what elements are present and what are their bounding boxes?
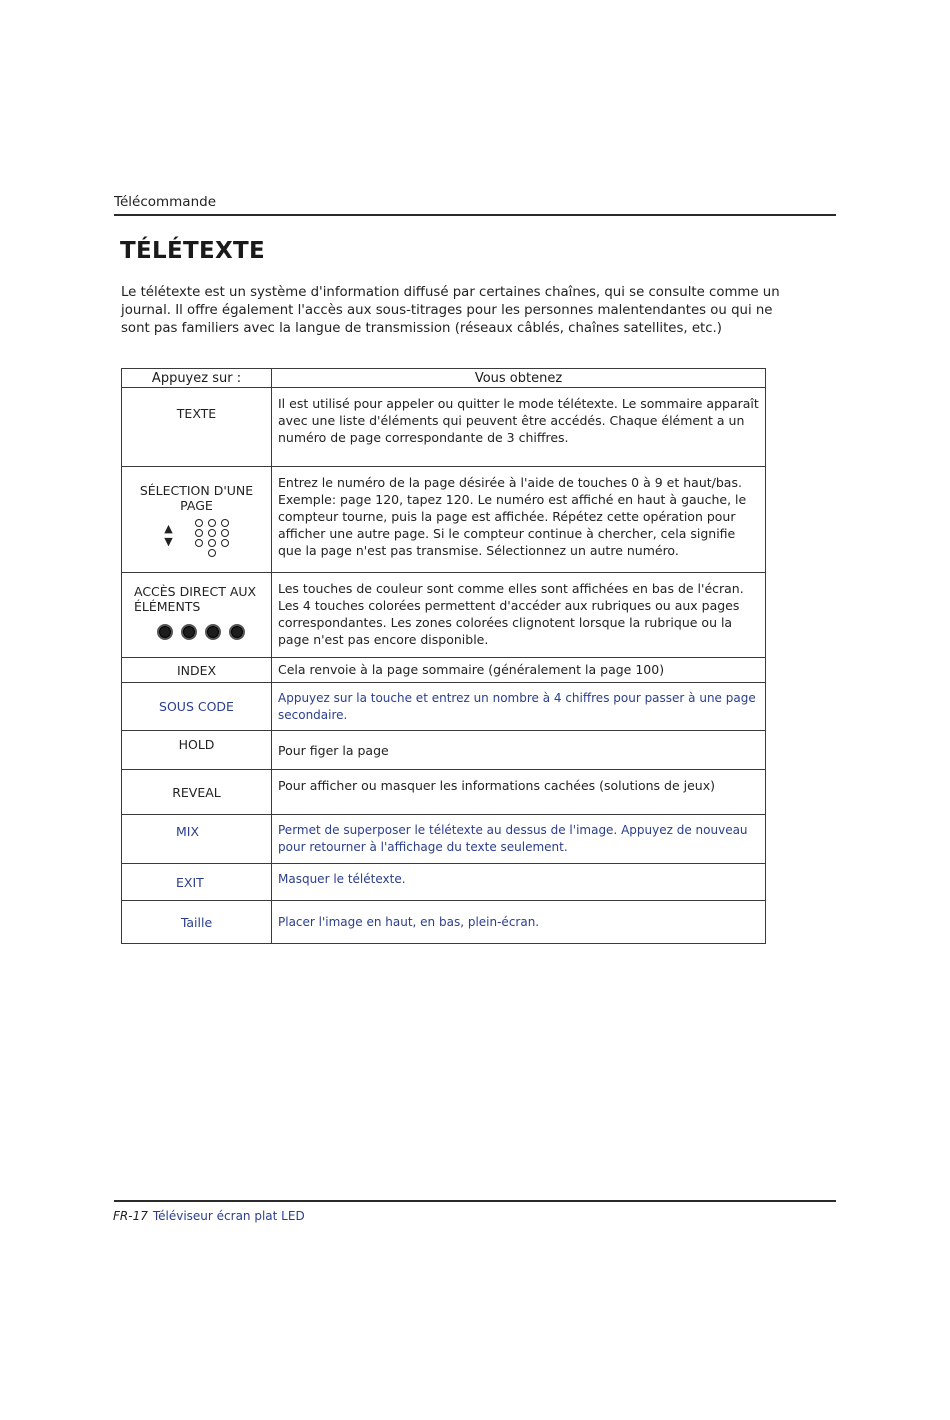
- key-reveal: REVEAL: [122, 770, 272, 815]
- digit-key-icon: [208, 539, 216, 547]
- arrow-keys: [164, 522, 172, 548]
- table-row: [122, 658, 766, 683]
- header-result: Vous obtenez: [272, 369, 766, 388]
- digit-key-icon: [208, 519, 216, 527]
- digit-key-icon: [221, 529, 229, 537]
- footer-divider: [114, 1200, 836, 1202]
- desc-index: Cela renvoie à la page sommaire (généralement la page 100): [272, 658, 766, 683]
- number-keys-icon: [195, 519, 229, 557]
- desc-sous-code: Appuyez sur la touche et entrez un nombre à 4 chiffres pour passer à une page secondaire.: [272, 683, 766, 731]
- desc-texte: Il est utilisé pour appeler ou quitter le mode télétexte. Le sommaire apparaît avec une liste d'éléments qui peuvent être accédés. Chaque élément a un numéro de page correspondante de 3 chiffres.: [272, 388, 766, 467]
- page-number: FR-17: [113, 1209, 148, 1223]
- desc-mix: Permet de superposer le télétexte au dessus de l'image. Appuyez de nouveau pour retourner à l'affichage du texte seulement.: [272, 815, 766, 864]
- key-cell-page-select: [122, 467, 272, 573]
- table-row: [122, 573, 766, 658]
- section-header: Télécommande: [114, 194, 217, 210]
- key-hold: HOLD: [122, 731, 272, 770]
- digit-key-icon: [221, 539, 229, 547]
- color-key-icon: [181, 624, 197, 640]
- key-texte: TEXTE: [122, 388, 272, 467]
- color-keys: [134, 624, 267, 640]
- key-index: INDEX: [122, 658, 272, 683]
- table-row: [122, 467, 766, 573]
- page-title: TÉLÉTEXTE: [120, 238, 266, 264]
- digit-key-icon: [195, 539, 203, 547]
- table-row: [122, 864, 766, 901]
- key-cell-direct-access: [122, 573, 272, 658]
- header-divider: [114, 214, 836, 216]
- table-row: [122, 731, 766, 770]
- table-row: [122, 901, 766, 944]
- footer: [113, 1209, 305, 1223]
- header-press: Appuyez sur :: [122, 369, 272, 388]
- key-mix: MIX: [122, 815, 272, 864]
- digit-key-icon: [195, 519, 203, 527]
- keypad-illustration: [126, 519, 267, 557]
- table-header-row: [122, 369, 766, 388]
- table-row: [122, 770, 766, 815]
- digit-key-icon: [195, 529, 203, 537]
- color-key-icon: [229, 624, 245, 640]
- teletext-table: [121, 368, 766, 944]
- table-row: [122, 683, 766, 731]
- desc-taille: Placer l'image en haut, en bas, plein-écran.: [272, 901, 766, 944]
- product-name: Téléviseur écran plat LED: [152, 1209, 305, 1223]
- table-row: [122, 388, 766, 467]
- up-arrow-icon: ▲: [164, 521, 173, 535]
- key-direct-access: ACCÈS DIRECT AUX ÉLÉMENTS: [134, 584, 257, 614]
- down-arrow-icon: ▼: [164, 534, 173, 548]
- table-row: [122, 815, 766, 864]
- key-taille: Taille: [122, 901, 272, 944]
- digit-key-icon: [208, 529, 216, 537]
- desc-exit: Masquer le télétexte.: [272, 864, 766, 901]
- key-exit: EXIT: [122, 864, 272, 901]
- color-key-icon: [157, 624, 173, 640]
- desc-page-select: Entrez le numéro de la page désirée à l'aide de touches 0 à 9 et haut/bas. Exemple: page 120, tapez 120. Le numéro est affiché en haut à gauche, le compteur tourne, puis la page est affichée. Répétez cette opération pour afficher une autre page. Si le compteur continue à chercher, cela signifie que la page n'est pas transmise. Sélectionnez un autre numéro.: [272, 467, 766, 573]
- digit-key-icon: [208, 549, 216, 557]
- desc-direct-access: Les touches de couleur sont comme elles sont affichées en bas de l'écran. Les 4 touches colorées permettent d'accéder aux rubriques ou aux pages correspondantes. Les zones colorées clignotent lorsque la rubrique ou la page n'est pas encore disponible.: [272, 573, 766, 658]
- intro-paragraph: Le télétexte est un système d'information diffusé par certaines chaînes, qui se consulte comme un journal. Il offre également l'accès aux sous-titrages pour les personnes malentendantes ou qui ne sont pas familiers avec la langue de transmission (réseaux câblés, chaînes satellites, etc.): [121, 285, 780, 336]
- color-key-icon: [205, 624, 221, 640]
- digit-key-icon: [221, 519, 229, 527]
- desc-reveal: Pour afficher ou masquer les informations cachées (solutions de jeux): [272, 770, 766, 815]
- desc-hold: Pour figer la page: [272, 731, 766, 770]
- key-sous-code: SOUS CODE: [122, 683, 272, 731]
- key-page-select: SÉLECTION D'UNE PAGE: [139, 482, 254, 513]
